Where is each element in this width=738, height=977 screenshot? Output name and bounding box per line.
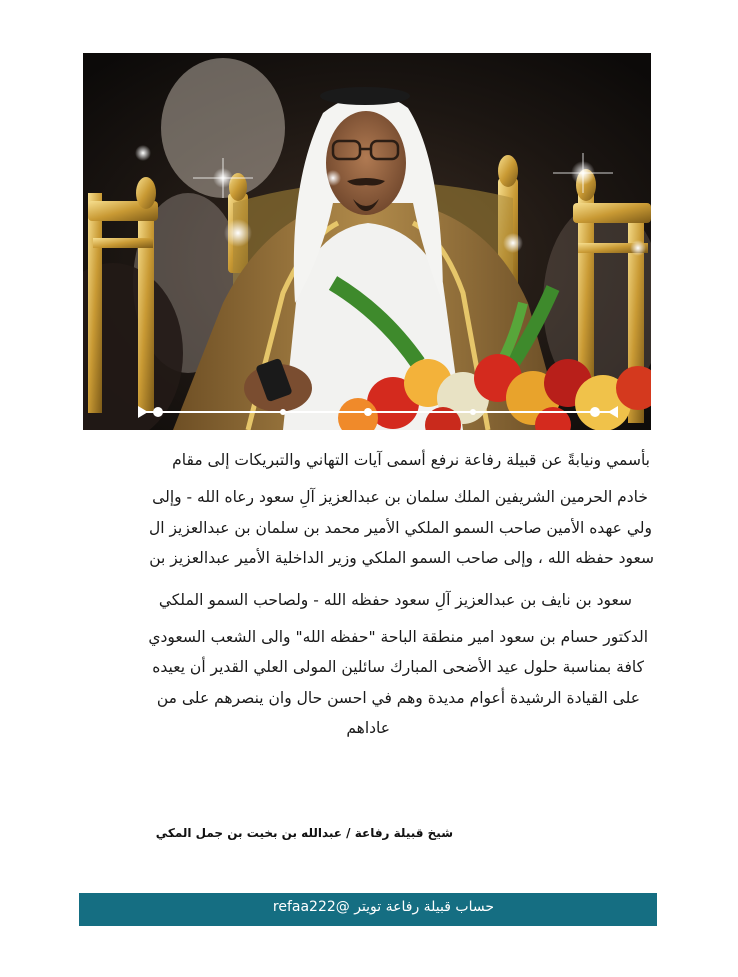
portrait-illustration — [83, 53, 651, 430]
message-line-6: الدكتور حسام بن سعود امير منطقة الباحة "حفظه الله" والى الشعب السعودي — [148, 628, 648, 646]
signature: شيخ قبيلة رفاعة / عبدالله بن بخيت بن جمل المكي — [155, 826, 453, 840]
message-line-4: سعود حفظه الله ، وإلى صاحب السمو الملكي وزير الداخلية الأمير عبدالعزيز بن — [149, 549, 654, 567]
message-line-3: ولي عهده الأمين صاحب السمو الملكي الأمير محمد بن سلمان بن عبدالعزيز ال — [149, 519, 652, 537]
message-line-1: بأسمي ونيابةً عن قبيلة رفاعة نرفع أسمى آيات التهاني والتبريكات إلى مقام — [172, 451, 650, 469]
footer-banner — [79, 893, 657, 926]
message-line-7: كافة بمناسبة حلول عيد الأضحى المبارك سائلين المولى العلي القدير أن يعيده — [152, 658, 644, 676]
message-line-5: سعود بن نايف بن عبدالعزيز آلِ سعود حفظه الله - ولصاحب السمو الملكي — [158, 591, 632, 609]
message-line-8: على القيادة الرشيدة أعوام مديدة وهم في احسن حال وان ينصرهم على من — [156, 689, 640, 707]
message-line-9: عاداهم — [346, 719, 390, 737]
message-line-2: خادم الحرمين الشريفين الملك سلمان بن عبدالعزيز آلِ سعود رعاه الله - وإلى — [152, 488, 648, 506]
portrait-photo — [83, 53, 651, 430]
footer-text: حساب قبيلة رفاعة تويتر @refaa222 — [272, 899, 494, 915]
